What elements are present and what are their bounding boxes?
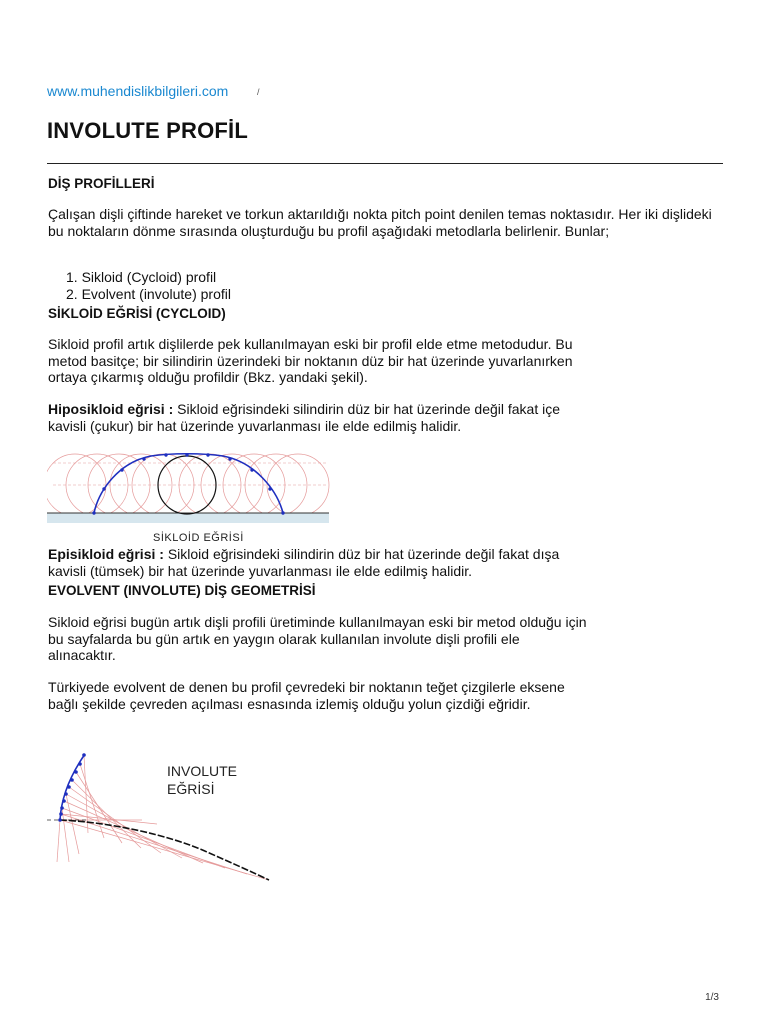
- paragraph-hiposikloid: [48, 401, 578, 434]
- heading-dis-profilleri: DİŞ PROFİLLERİ: [48, 176, 155, 191]
- involute-figure: [47, 742, 277, 884]
- heading-sikloid: SİKLOİD EĞRİSİ (CYCLOID): [48, 306, 226, 321]
- involute-label-line2: EĞRİSİ: [167, 781, 215, 797]
- title-divider: [47, 163, 723, 164]
- paragraph-evolvent-1: Sikloid eğrisi bugün artık dişli profili üretiminde kullanılmayan eski bir metod olduğu için bu sayfalarda bu gün artık en yaygın olarak kullanılan involute dişli profili ele alınacaktır.: [48, 614, 587, 664]
- heading-evolvent: EVOLVENT (INVOLUTE) DİŞ GEOMETRİSİ: [48, 583, 316, 598]
- site-link[interactable]: www.muhendislikbilgileri.com: [47, 83, 229, 99]
- page-title: INVOLUTE PROFİL: [47, 118, 248, 143]
- cycloid-caption: SİKLOİD EĞRİSİ: [153, 532, 244, 544]
- profile-method-list: [48, 269, 231, 302]
- paragraph-sikloid: Sikloid profil artık dişlilerde pek kullanılmayan eski bir profil elde etme metodudur. Bu metod basitçe; bir silindirin üzerindeki bir noktanın düz bir hat üzerinde yuvarlanırken ortaya çıkarmış olduğu profildir (Bkz. yandaki şekil).: [48, 336, 573, 386]
- paragraph-intro: Çalışan dişli çiftinde hareket ve torkun aktarıldığı nokta pitch point denilen temas noktasıdır. Her iki dişlideki bu noktaların dönme sırasında oluşturduğu bu profil aşağıdaki metodlarla belirlenir. Bunlar;: [48, 206, 712, 239]
- breadcrumb-separator: /: [257, 87, 260, 97]
- definition-hiposikloid: Sikloid eğrisindeki silindirin düz bir hat üzerinde değil fakat içe kavisli (çukur) bir hat üzerinde yuvarlanması ile elde edilmiş halidir.: [48, 401, 561, 434]
- page-number: 1/3: [705, 992, 719, 1003]
- list-item: 2. Evolvent (involute) profil: [66, 285, 231, 302]
- cycloid-figure: [47, 446, 332, 546]
- involute-label-line1: INVOLUTE: [167, 763, 238, 779]
- paragraph-evolvent-2: Türkiyede evolvent de denen bu profil çevredeki bir noktanın teğet çizgilerle eksene bağlı şekilde çevreden açılması esnasında izlemiş olduğu yolun çizdiği eğridir.: [48, 679, 565, 712]
- list-item: 1. Sikloid (Cycloid) profil: [66, 269, 217, 285]
- term-hiposikloid: Hiposikloid eğrisi :: [48, 401, 174, 417]
- term-episikloid: Episikloid eğrisi :: [48, 546, 164, 562]
- paragraph-episikloid: [48, 546, 588, 579]
- tangent-lines: [57, 755, 269, 880]
- definition-episikloid: Sikloid eğrisindeki silindirin düz bir hat üzerinde değil fakat dışa kavisli (tümsek) bir hat üzerinde yuvarlanması ile elde edilmiş halidir.: [48, 546, 560, 579]
